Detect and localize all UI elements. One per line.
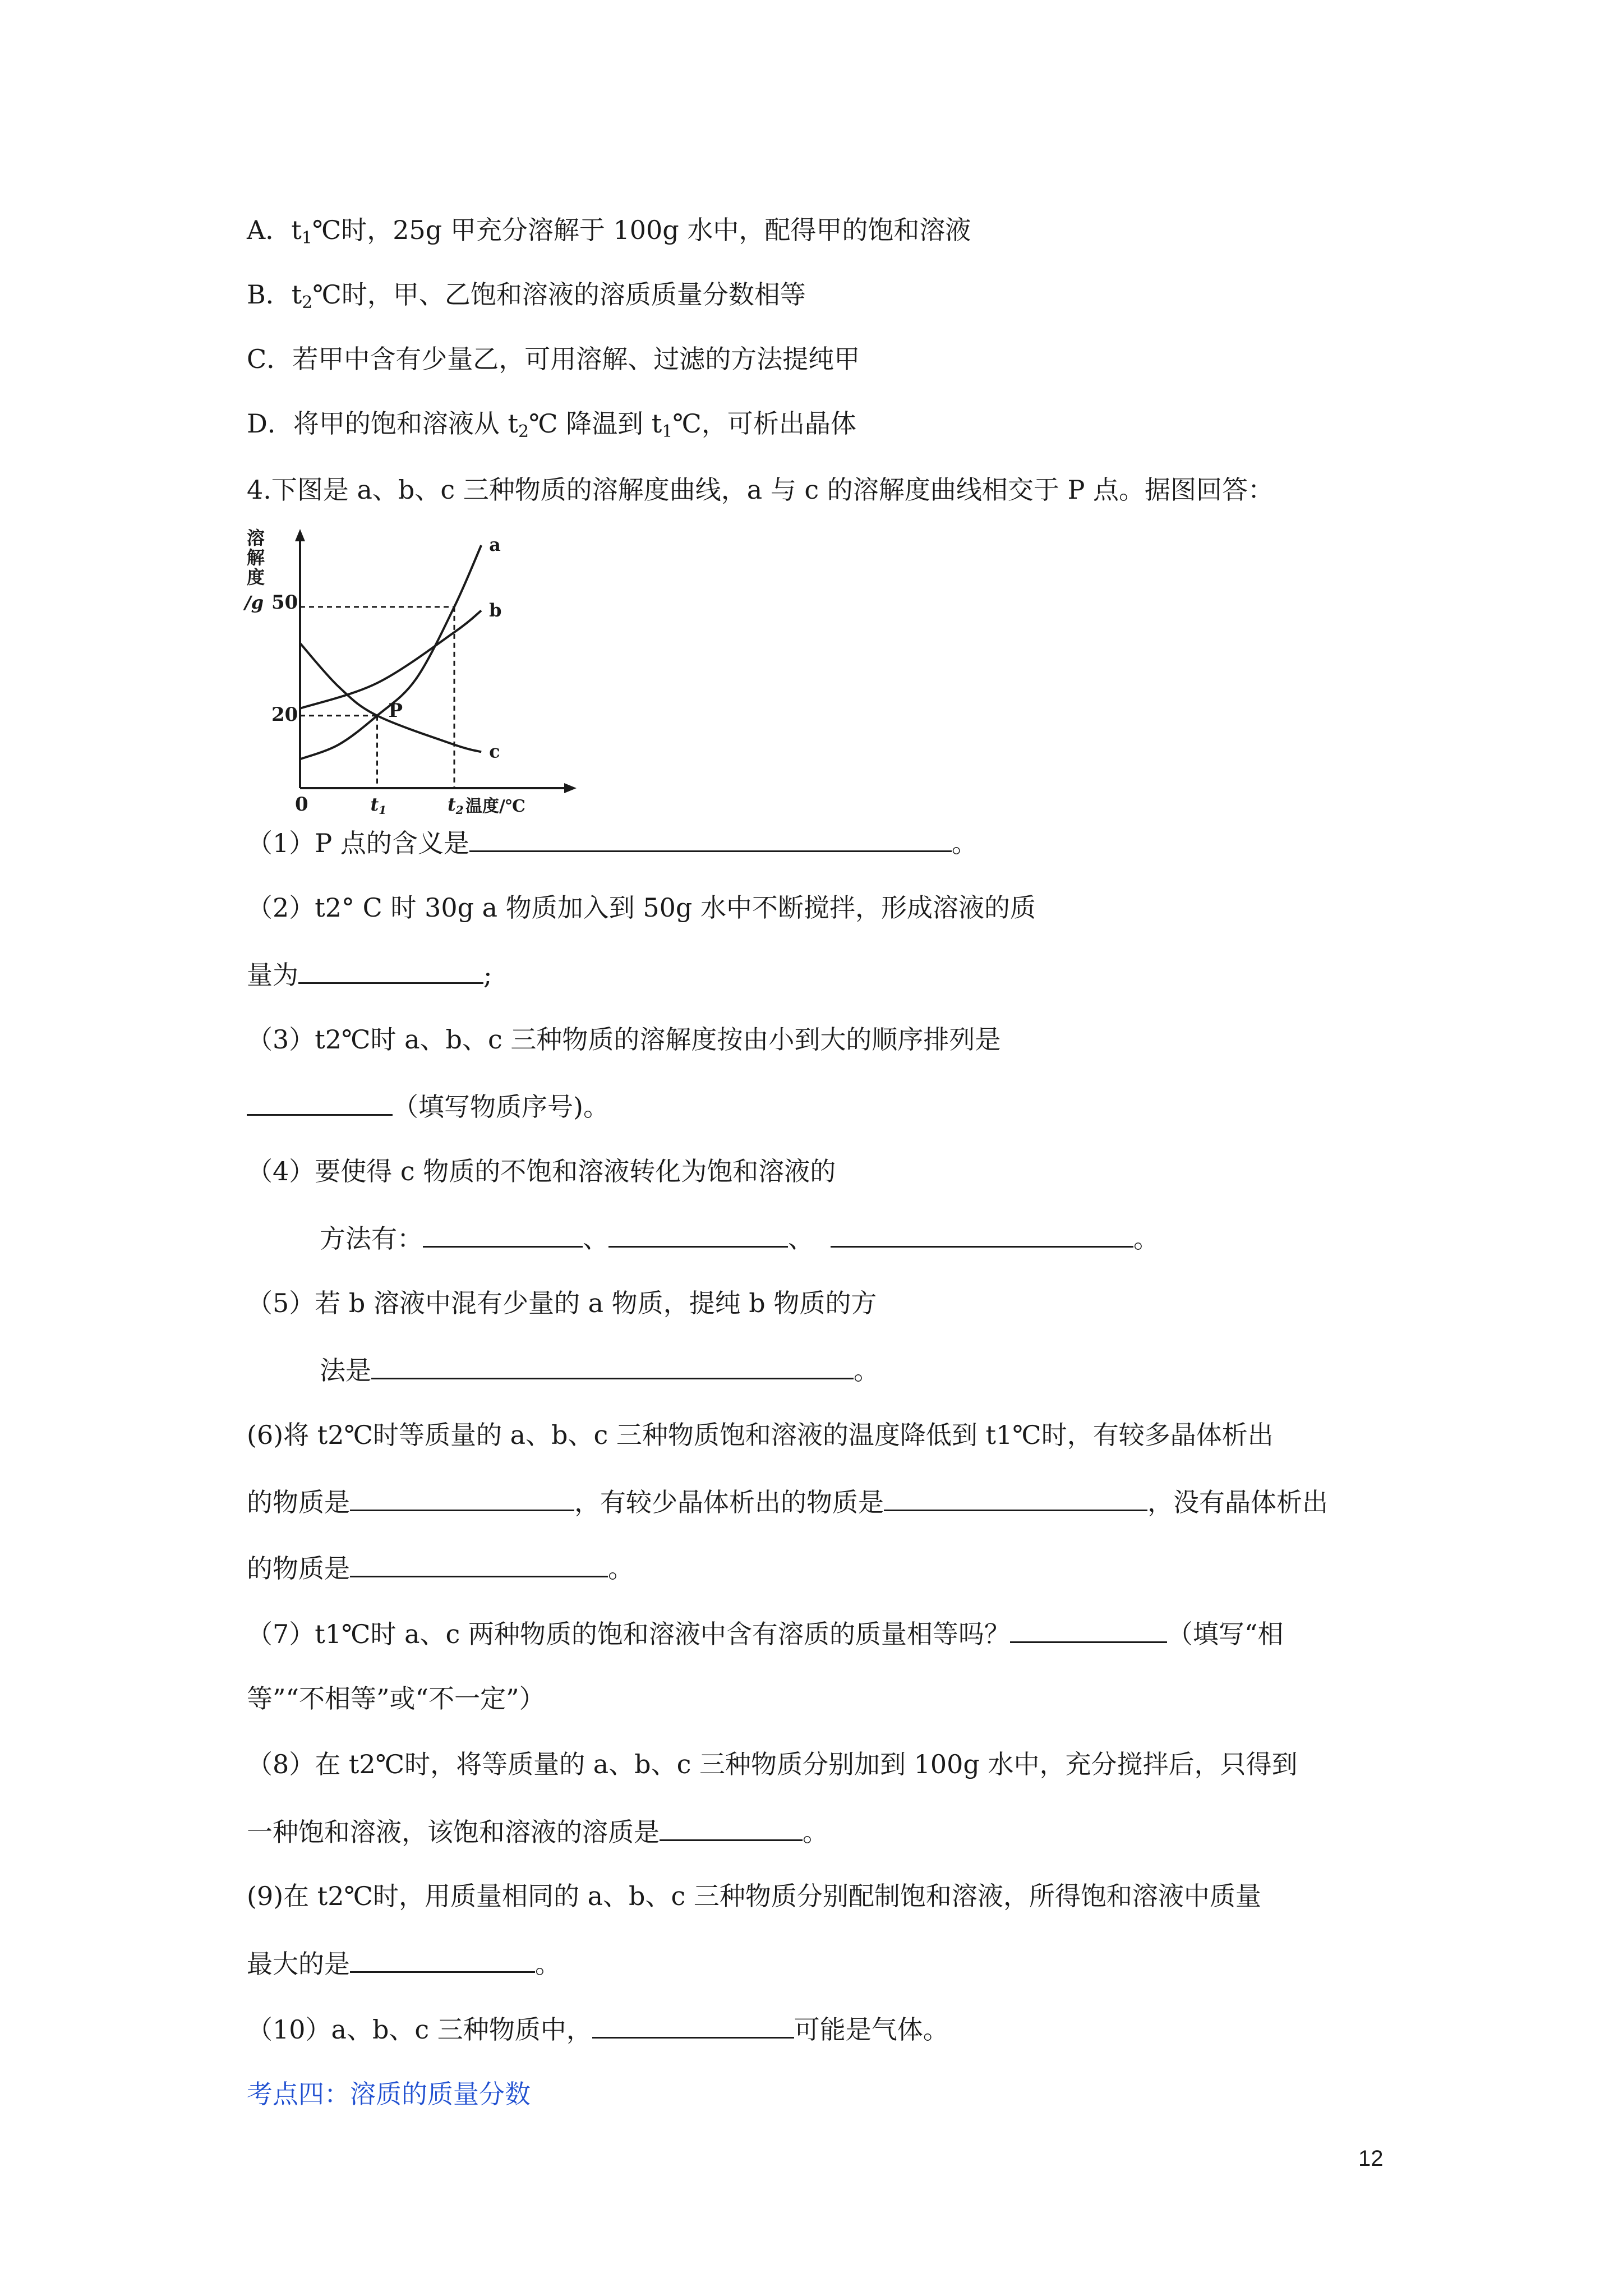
answer-blank-q9[interactable] <box>350 1945 535 1973</box>
option-d: D．将甲的饱和溶液从 $t_2℃$ 降温到 $t_1℃$，可析出晶体 <box>247 408 856 441</box>
ytick-label-50: 50 <box>271 591 298 614</box>
answer-blank-q3[interactable] <box>247 1088 393 1116</box>
q2-line-1: （2）t2° C 时 30g a 物质加入到 50g 水中不断搅拌，形成溶液的质 <box>247 892 1036 923</box>
q6-line-3: 的物质是 。 <box>247 1550 634 1585</box>
q2-line-2: 量为 ; <box>247 956 492 992</box>
q10: （10）a、b、c 三种物质中， 可能是气体。 <box>247 2011 949 2046</box>
answer-blank-q4-3[interactable] <box>831 1220 1133 1248</box>
answer-blank-q6-3[interactable] <box>350 1550 608 1577</box>
q3-line-2: （填写物质序号)。 <box>247 1088 609 1124</box>
q6-line-1: (6)将 t2℃时等质量的 a、b、c 三种物质饱和溶液的温度降低到 t1℃时，有较多晶体析出 <box>247 1420 1274 1450</box>
answer-blank-q5[interactable] <box>371 1352 854 1379</box>
answer-blank-q8[interactable] <box>660 1814 803 1841</box>
q5-line-1: （5）若 b 溶液中混有少量的 a 物质，提纯 b 物质的方 <box>247 1288 877 1318</box>
q4-line-2: 方法有： 、 、 。 <box>320 1220 1159 1255</box>
page-number: 12 <box>1358 2146 1384 2171</box>
curve-label-a: a <box>489 534 501 556</box>
q5-line-2: 法是 。 <box>320 1352 879 1387</box>
point-p-label: P <box>388 699 403 722</box>
answer-blank-q4-2[interactable] <box>608 1220 788 1248</box>
q1: （1）P 点的含义是 。 <box>247 825 978 860</box>
answer-blank-q6-1[interactable] <box>350 1484 574 1511</box>
option-b: B．$t_2℃$时，甲、乙饱和溶液的溶质质量分数相等 <box>247 279 806 312</box>
answer-blank-q6-2[interactable] <box>884 1484 1147 1511</box>
ylabel-unit: /g <box>245 592 264 613</box>
q7-line-2: 等”“不相等”或“不一定”） <box>247 1683 545 1714</box>
answer-blank-q4-1[interactable] <box>423 1220 583 1248</box>
section-heading: 考点四：溶质的质量分数 <box>247 2079 531 2109</box>
answer-blank-q7[interactable] <box>1010 1616 1167 1643</box>
xtick-label-t1: t1 <box>370 794 387 816</box>
ylabel-char-2: 解 <box>247 547 265 568</box>
curve-label-b: b <box>489 599 502 621</box>
q8-line-2: 一种饱和溶液，该饱和溶液的溶质是 。 <box>247 1814 828 1849</box>
answer-blank-q2[interactable] <box>298 956 483 984</box>
x-axis-arrow <box>564 783 577 793</box>
option-a: A．$t_1℃$时，25g 甲充分溶解于 100g 水中，配得甲的饱和溶液 <box>247 215 971 248</box>
ytick-label-20: 20 <box>271 703 298 726</box>
q3-line-1: （3）t2℃时 a、b、c 三种物质的溶解度按由小到大的顺序排列是 <box>247 1024 1001 1055</box>
solubility-chart <box>241 524 589 816</box>
option-c: C．若甲中含有少量乙，可用溶解、过滤的方法提纯甲 <box>247 344 860 374</box>
q7-line-1: （7）t1℃时 a、c 两种物质的饱和溶液中含有溶质的质量相等吗？ （填写“相 <box>247 1616 1283 1651</box>
answer-blank-q10[interactable] <box>592 2011 794 2039</box>
q8-line-1: （8）在 t2℃时，将等质量的 a、b、c 三种物质分别加到 100g 水中，充分搅拌后，只得到 <box>247 1749 1298 1779</box>
q4-line-1: （4）要使得 c 物质的不饱和溶液转化为饱和溶液的 <box>247 1156 836 1186</box>
q9-line-1: (9)在 t2℃时，用质量相同的 a、b、c 三种物质分别配制饱和溶液，所得饱和溶液中质量 <box>247 1881 1261 1911</box>
xtick-label-t2: t2 <box>448 794 464 816</box>
xaxis-label: 温度/℃ <box>465 797 525 816</box>
question-4-stem: 4.下图是 a、b、c 三种物质的溶解度曲线，a 与 c 的溶解度曲线相交于 P 点。据图回答： <box>247 475 1274 505</box>
y-axis-arrow <box>295 529 305 541</box>
q6-line-2: 的物质是 ，有较少晶体析出的物质是 ，没有晶体析出 <box>247 1484 1328 1519</box>
ylabel-char-1: 溶 <box>247 527 265 549</box>
ylabel-char-3: 度 <box>247 567 265 588</box>
answer-blank-q1[interactable] <box>469 825 952 852</box>
origin-label: 0 <box>295 793 308 816</box>
q9-line-2: 最大的是 。 <box>247 1945 561 1981</box>
curve-label-c: c <box>489 740 500 762</box>
